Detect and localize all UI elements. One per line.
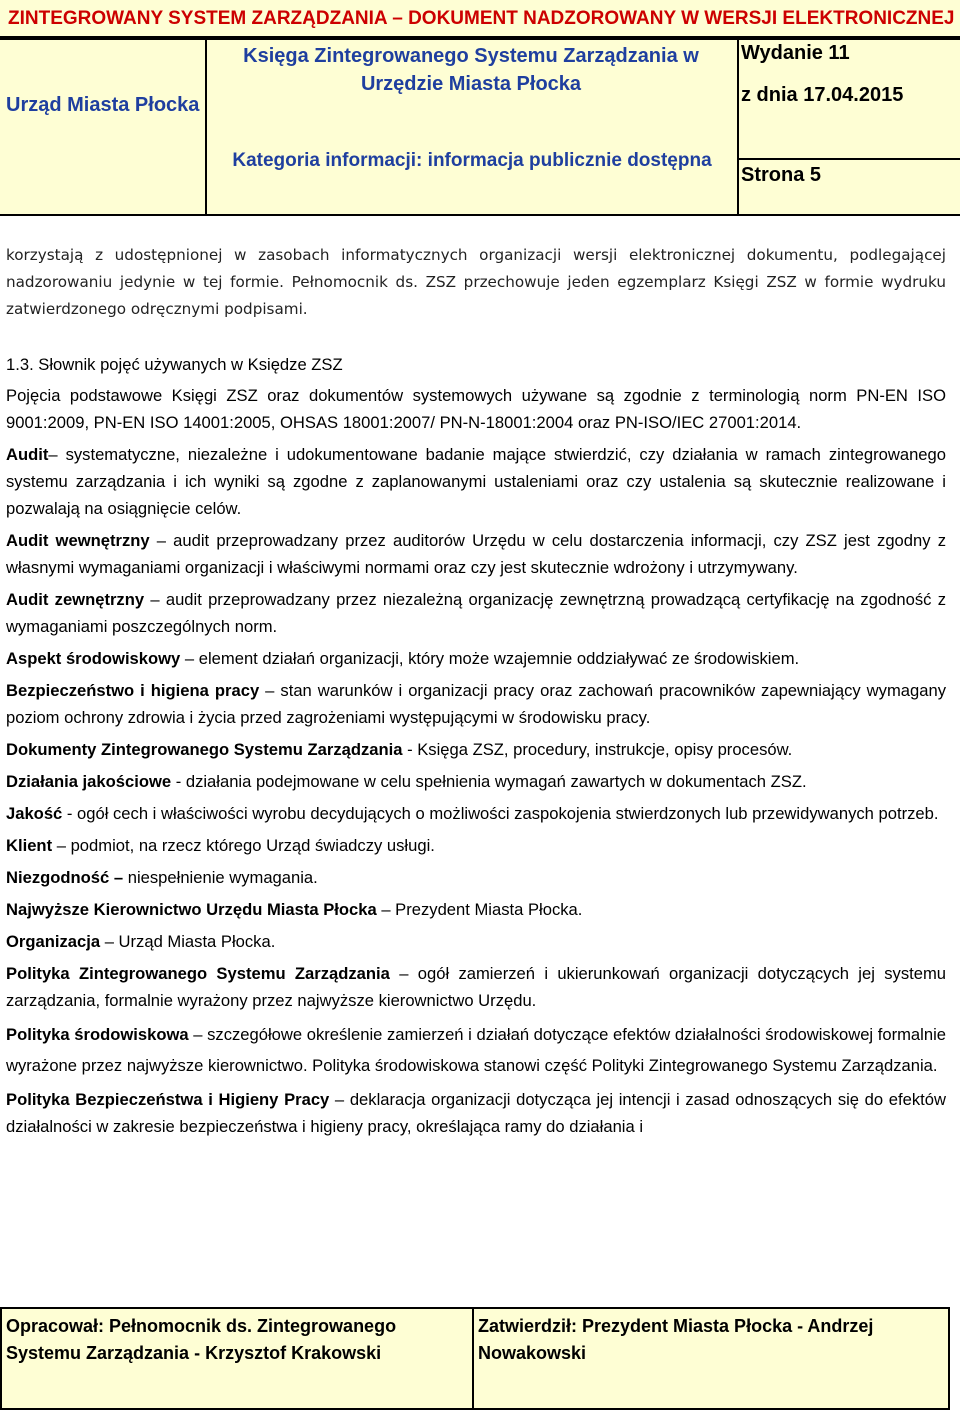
definition-term: Polityka Zintegrowanego Systemu Zarządzania bbox=[6, 964, 390, 983]
definition bbox=[6, 1019, 946, 1081]
definition-term: Polityka Bezpieczeństwa i Higieny Pracy bbox=[6, 1090, 330, 1109]
document-header bbox=[0, 38, 960, 216]
definition-term: Audit zewnętrzny bbox=[6, 590, 145, 609]
prepared-by: Opracował: Pełnomocnik ds. Zintegrowanego Systemu Zarządzania - Krzysztof Krakowski bbox=[6, 1316, 397, 1363]
footer-divider bbox=[472, 1309, 474, 1408]
definition-term: Polityka środowiskowa bbox=[6, 1025, 189, 1044]
definition bbox=[6, 441, 946, 522]
definition-term: Dokumenty Zintegrowanego Systemu Zarządzania bbox=[6, 740, 403, 759]
definition bbox=[6, 800, 946, 827]
definition-text: Księga ZSZ, procedury, instrukcje, opisy procesów. bbox=[417, 740, 793, 759]
definition-term: Działania jakościowe bbox=[6, 772, 172, 791]
definition bbox=[6, 832, 946, 859]
definition-term: Audit bbox=[6, 445, 49, 464]
definition-term: Bezpieczeństwo i higiena pracy bbox=[6, 681, 260, 700]
definition bbox=[6, 527, 946, 581]
definition-separator: – bbox=[329, 1090, 350, 1109]
information-category: Kategoria informacji: informacja publicznie dostępna bbox=[232, 150, 712, 171]
definition-term: Najwyższe Kierownictwo Urzędu Miasta Płocka bbox=[6, 900, 377, 919]
section-lead: Pojęcia podstawowe Księgi ZSZ oraz dokumentów systemowych używane są zgodnie z terminologią norm PN-EN ISO 9001:2009, PN-EN ISO 14001:2005, OHSAS 18001:2007/ PN-N-18001:2004 oraz PN-ISO/IEC 27001:2014. bbox=[6, 386, 946, 432]
definition bbox=[6, 768, 946, 795]
header-divider bbox=[737, 38, 739, 214]
definition-separator: - bbox=[402, 740, 418, 759]
edition-date: z dnia 17.04.2015 bbox=[741, 84, 904, 106]
header-divider bbox=[205, 38, 207, 214]
definition-text: Urząd Miasta Płocka. bbox=[118, 932, 276, 951]
definition bbox=[6, 896, 946, 923]
definition-term: Aspekt środowiskowy bbox=[6, 649, 181, 668]
definition-separator: - bbox=[62, 804, 78, 823]
definition-term: Audit wewnętrzny bbox=[6, 531, 150, 550]
intro-paragraph: korzystają z udostępnionej w zasobach informatycznych organizacji wersji elektronicznej dokumentu, podlegającej nadzorowaniu jedynie w tej formie. Pełnomocnik ds. ZSZ przechowuje jeden egzemplarz Księgi ZSZ w formie wydruku zatwierdzonego odręcznymi podpisami. bbox=[6, 246, 946, 318]
definition bbox=[6, 864, 946, 891]
definition-separator: – bbox=[48, 445, 66, 464]
definition-separator: – bbox=[188, 1025, 208, 1044]
edition-number: Wydanie 11 bbox=[741, 42, 850, 64]
organization-name: Urząd Miasta Płocka bbox=[6, 94, 200, 116]
definition-text: niespełnienie wymagania. bbox=[127, 868, 318, 887]
definition-text: stan warunków i organizacji pracy oraz zachowań pracowników zapewniający wymagany poziom ochrony zdrowia i życia przed zagrożeniami występującymi w środowisku pracy. bbox=[6, 681, 946, 727]
definition-term: Jakość bbox=[6, 804, 63, 823]
definition bbox=[6, 1086, 946, 1140]
header-divider bbox=[737, 158, 960, 160]
definition bbox=[6, 645, 946, 672]
definition bbox=[6, 586, 946, 640]
definition-separator: – bbox=[376, 900, 396, 919]
approved-by: Zatwierdził: Prezydent Miasta Płocka - Andrzej Nowakowski bbox=[478, 1316, 874, 1363]
definition-text: podmiot, na rzecz którego Urząd świadczy usługi. bbox=[70, 836, 435, 855]
definition-separator: - bbox=[171, 772, 186, 791]
document-body bbox=[6, 242, 946, 1145]
definition-separator: – bbox=[52, 836, 71, 855]
definition bbox=[6, 960, 946, 1014]
definition-text: działania podejmowane w celu spełnienia wymagań zawartych w dokumentach ZSZ. bbox=[185, 772, 807, 791]
page-number: Strona 5 bbox=[741, 164, 822, 186]
definition-separator: – bbox=[180, 649, 199, 668]
definition bbox=[6, 677, 946, 731]
definition-text: audit przeprowadzany przez niezależną organizację zewnętrzną prowadzącą certyfikację na zgodność z wymaganiami poszczególnych norm. bbox=[6, 590, 947, 636]
section-title: 1.3. Słownik pojęć używanych w Księdze ZSZ bbox=[6, 355, 343, 374]
definition-separator: – bbox=[144, 590, 166, 609]
definition-text: deklaracja organizacji dotycząca jej intencji i zasad odnoszących się do efektów działalności w zakresie bezpieczeństwa i higieny pracy, określająca ramy do działania i bbox=[6, 1090, 946, 1136]
definition bbox=[6, 928, 946, 955]
definition-text: systematyczne, niezależne i udokumentowane badanie mające stwierdzić, czy działania w ramach zintegrowanego systemu zarządzania i ich wyniki są zgodne z zaplanowanymi ustaleniami oraz czy ustalenia są skutecznie realizowane i pozwalają na osiągnięcie celów. bbox=[6, 445, 946, 518]
definition-text: ogół cech i właściwości wyrobu decydujących o możliwości zaspokojenia stwierdzonych lub przewidywanych potrzeb. bbox=[77, 804, 939, 823]
definition-term: Organizacja bbox=[6, 932, 101, 951]
definition-separator: – bbox=[149, 531, 174, 550]
definition-text: ogół zamierzeń i ukierunkowań organizacji dotyczących jej systemu zarządzania, formalnie wyrażony przez najwyższe kierownictwo Urzędu. bbox=[6, 964, 947, 1010]
definition bbox=[6, 736, 946, 763]
definition-separator: – bbox=[100, 932, 119, 951]
definition-text: element działań organizacji, który może wzajemnie oddziaływać ze środowiskiem. bbox=[198, 649, 800, 668]
definition-term: Niezgodność – bbox=[6, 868, 124, 887]
definition-text: szczegółowe określenie zamierzeń i działań dotyczące efektów działalności środowiskowej formalnie wyrażone przez najwyższe kierownictwo. Polityka środowiskowa stanowi część Polityki Zintegrowanego Systemu Zarządzania. bbox=[6, 1025, 946, 1075]
definition-separator: – bbox=[259, 681, 281, 700]
definition-text: Prezydent Miasta Płocka. bbox=[395, 900, 583, 919]
header-divider bbox=[0, 38, 960, 40]
definition-term: Klient bbox=[6, 836, 53, 855]
document-footer bbox=[0, 1307, 950, 1410]
document-status-banner: ZINTEGROWANY SYSTEM ZARZĄDZANIA – DOKUMENT NADZOROWANY W WERSJI ELEKTRONICZNEJ bbox=[0, 0, 960, 38]
definition-separator: – bbox=[389, 964, 418, 983]
book-title: Księga Zintegrowanego Systemu Zarządzania w Urzędzie Miasta Płocka bbox=[243, 45, 699, 95]
definition-text: audit przeprowadzany przez auditorów Urzędu w celu dostarczenia informacji, czy ZSZ jest zgodny z własnymi wymaganiami organizacji i właściwymi normami oraz czy jest skutecznie wdrożony i utrzymywany. bbox=[6, 531, 947, 577]
